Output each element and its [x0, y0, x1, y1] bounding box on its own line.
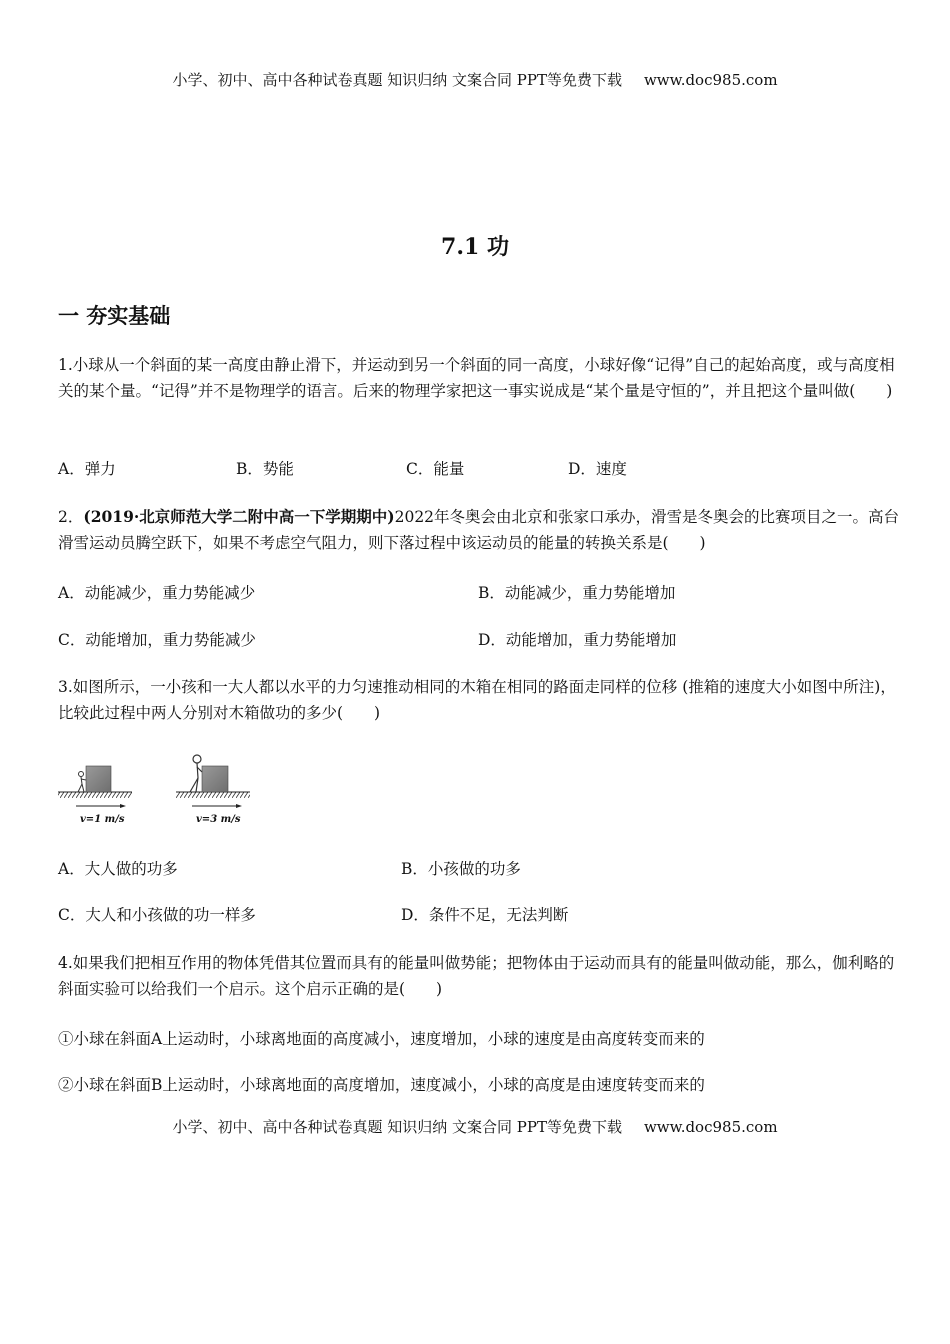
question-2-option-a: A．动能减少，重力势能减少: [58, 584, 256, 602]
header-text: 小学、初中、高中各种试卷真题 知识归纳 文案合同 PPT等免费下载: [172, 71, 622, 89]
adult-scene: [176, 755, 250, 808]
question-2-option-c: C．动能增加，重力势能减少: [58, 631, 256, 649]
question-2-option-d: D．动能增加，重力势能增加: [478, 631, 677, 649]
question-1-option-c: C．能量: [406, 460, 465, 478]
velocity-label-adult: v=3 m/s: [196, 814, 241, 825]
question-4-item-1: ①小球在斜面A上运动时，小球离地面的高度减小，速度增加，小球的速度是由高度转变而来的: [58, 1030, 705, 1048]
question-4-item-2: ②小球在斜面B上运动时，小球离地面的高度增加，速度减小，小球的高度是由速度转变而来的: [58, 1076, 705, 1094]
question-2-number: 2．: [58, 508, 84, 526]
ground-left: [58, 792, 132, 798]
question-2-source: (2019·北京师范大学二附中高一下学期期中): [83, 507, 395, 526]
adult-figure: [190, 755, 202, 792]
question-1-option-d: D．速度: [568, 460, 627, 478]
question-3-option-a: A．大人做的功多: [58, 860, 178, 878]
child-scene: [58, 766, 132, 808]
velocity-label-child: v=1 m/s: [80, 814, 125, 825]
box-right: [202, 766, 228, 792]
child-figure: [78, 772, 86, 793]
page-title: 7.1 功: [441, 234, 509, 260]
question-3-stem: 3.如图所示，一小孩和一大人都以水平的力匀速推动相同的木箱在相同的路面走同样的位移 (推箱的速度大小如图中所注)，比较此过程中两人分别对木箱做功的多少( ): [58, 678, 896, 722]
question-1-option-b: B．势能: [236, 460, 294, 478]
question-3-figure: [56, 750, 256, 834]
question-3-option-d: D．条件不足，无法判断: [401, 906, 569, 924]
footer-text: 小学、初中、高中各种试卷真题 知识归纳 文案合同 PPT等免费下载: [172, 1118, 622, 1136]
section-heading: 一 夯实基础: [58, 303, 171, 328]
page-footer: [0, 1116, 950, 1137]
ground-right: [176, 792, 250, 798]
question-4-stem: 4.如果我们把相互作用的物体凭借其位置而具有的能量叫做势能；把物体由于运动而具有的能量叫做动能，那么，伽利略的斜面实验可以给我们一个启示。这个启示正确的是( ): [58, 954, 895, 998]
question-1-option-a: A．弹力: [58, 460, 116, 478]
question-2-text: 2022年冬奥会由北京和张家口承办，滑雪是冬奥会的比赛项目之一。高台滑雪运动员腾空跃下，如果不考虑空气阻力，则下落过程中该运动员的能量的转换关系是( ): [58, 508, 900, 552]
question-3-option-b: B．小孩做的功多: [401, 860, 521, 878]
page-header: [0, 69, 950, 90]
box-left: [86, 766, 111, 792]
question-2-stem: [58, 504, 908, 556]
question-3-option-c: C．大人和小孩做的功一样多: [58, 906, 256, 924]
question-2-option-b: B．动能减少，重力势能增加: [478, 584, 676, 602]
question-1-stem: 1.小球从一个斜面的某一高度由静止滑下，并运动到另一个斜面的同一高度，小球好像“记得”自己的起始高度，或与高度相关的某个量。“记得”并不是物理学的语言。后来的物理学家把这一事实说成是“某个量是守恒的”，并且把这个量叫做( ): [58, 356, 895, 400]
header-url: www.doc985.com: [643, 71, 778, 89]
footer-url: www.doc985.com: [643, 1118, 778, 1136]
